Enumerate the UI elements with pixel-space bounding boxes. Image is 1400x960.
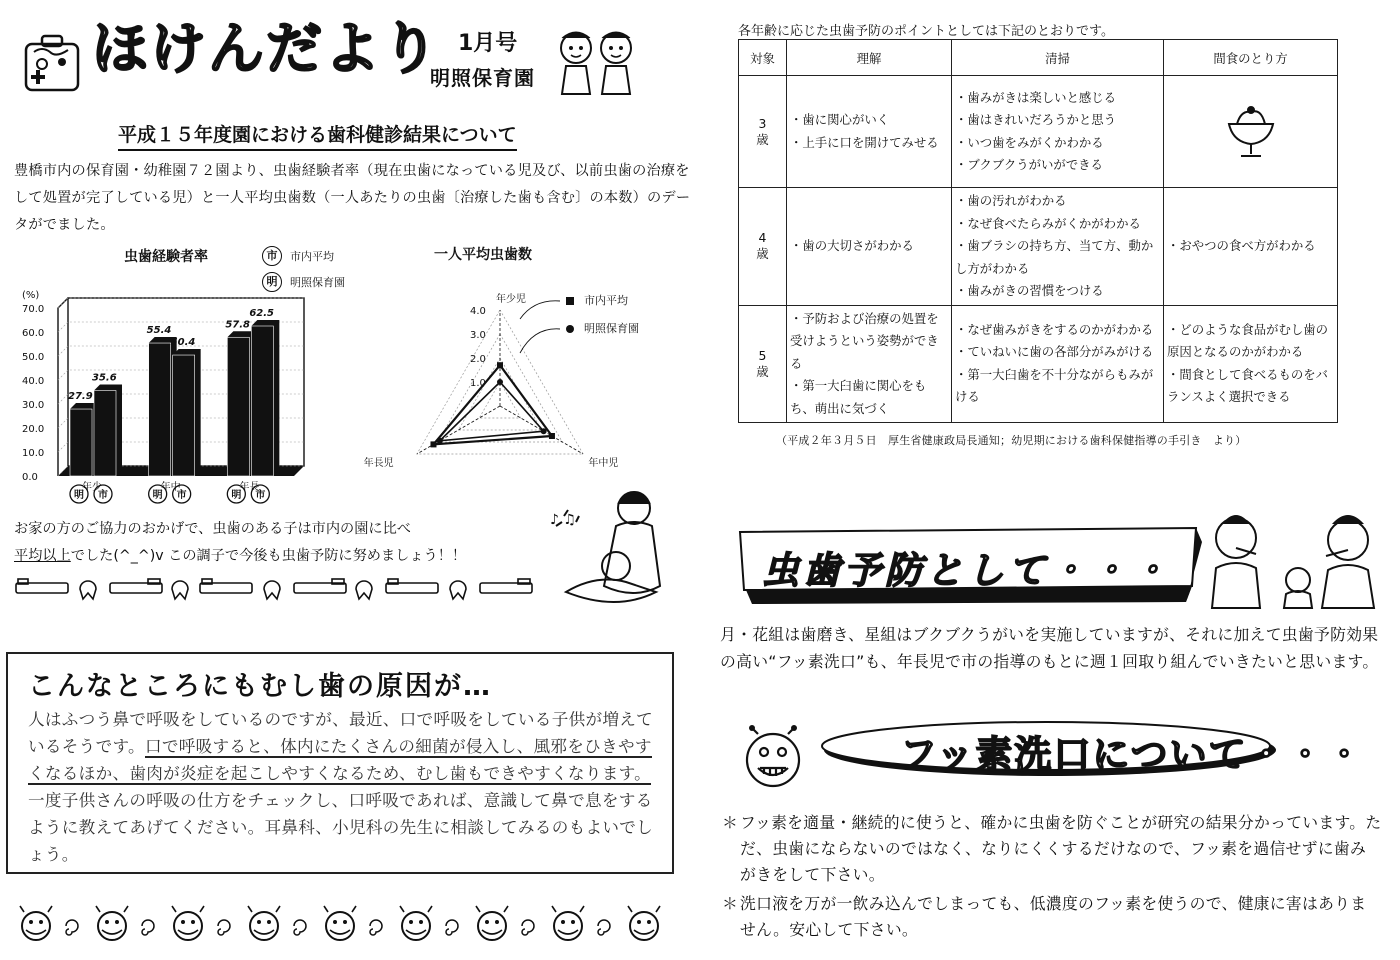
- swirl-decoration: [522, 920, 534, 935]
- children-brushing-teeth-icon: [1200, 510, 1390, 610]
- radar-point: [437, 438, 443, 444]
- cleaning-item: ・歯みがきの習慣をつける: [955, 283, 1104, 298]
- bar-市-年少: [94, 391, 116, 476]
- fluoride-banner-title: フッ素洗口について・・・: [900, 733, 1365, 776]
- bar-data-label: 62.5: [249, 308, 275, 319]
- age-cell: [739, 188, 787, 306]
- snacks-cell: [1164, 305, 1338, 423]
- legend-marker-city: 市: [262, 246, 282, 266]
- cooperation-line-2: [14, 543, 534, 570]
- age-cell: [739, 76, 787, 188]
- newsletter-title: ほけんだより: [92, 17, 440, 82]
- bar-category-label: 年長: [239, 482, 260, 493]
- bar-category-label: 年中: [160, 482, 181, 493]
- cleaning-item: ・なぜ食べたらみがくかがわかる: [955, 215, 1141, 231]
- bar-series-marker-text: 市: [98, 490, 108, 501]
- germ-character-icon: [96, 906, 128, 940]
- bullet-asterisk: ＊: [722, 894, 739, 913]
- prevention-points-table: [738, 39, 1338, 423]
- radar-point: [549, 433, 555, 439]
- bar-data-label: 27.9: [68, 391, 93, 403]
- cleaning-item: ・ブクブクうがいができる: [955, 157, 1103, 172]
- table-row: [739, 188, 1338, 306]
- header-target: 対象: [739, 40, 787, 76]
- bar-chart-y-tick: 30.0: [22, 400, 45, 411]
- bar-data-label: 55.4: [146, 325, 172, 337]
- bar-data-label: 57.8: [225, 319, 251, 331]
- bar-data-label: 35.6: [92, 372, 117, 384]
- swirl-decoration: [446, 920, 458, 935]
- radar-legend-leader: [520, 329, 560, 353]
- header-cleaning: 清掃: [952, 40, 1164, 76]
- cleaning-cell: [952, 76, 1164, 188]
- cavity-count-radar-chart: [363, 286, 670, 469]
- cooperation-line-1: お家の方のご協力のおかげで、虫歯のある子は市内の園に比べ: [14, 521, 411, 537]
- prevention-banner-title: 虫歯予防として・・・: [762, 549, 1172, 592]
- snacks-item: ・間食として食べるものをバランスよく選択できる: [1167, 366, 1329, 405]
- prevention-body: 月・花組は歯磨き、星組はブクブクうがいを実施していますが、それに加えて虫歯予防効果の高い“フッ素洗口”も、年長児で市の指導のもとに週１回取り組んでいきたいと思います。: [720, 625, 1379, 671]
- germ-character-icon: [400, 906, 432, 940]
- understanding-item: ・第一大臼歯に関心をもち、萌出に気づく: [790, 378, 927, 416]
- swirl-decoration: [370, 920, 382, 935]
- radar-legend-marker: [566, 325, 574, 333]
- children-illustration-icon: [552, 28, 642, 96]
- germ-character-icon: [476, 906, 508, 940]
- bar-series-marker-text: 市: [255, 490, 266, 501]
- age-cell-text: 3: [758, 115, 767, 131]
- bar-series-marker-text: 明: [231, 490, 242, 501]
- understanding-cell: [787, 188, 952, 306]
- radar-axis-label: 年少児: [496, 294, 526, 305]
- age-cell-text: 4: [758, 230, 767, 246]
- bar-市-年長: [251, 326, 273, 476]
- understanding-cell: [787, 305, 952, 423]
- bar-series-marker-text: 明: [74, 490, 84, 501]
- bar-chart-title: 虫歯経験者率: [124, 249, 208, 265]
- mother-brushing-child-teeth-icon: [546, 486, 686, 616]
- bar-市-年中: [173, 355, 195, 476]
- bar-series-marker-text: 市: [176, 490, 187, 501]
- cleaning-item: ・いつ歯をみがくかわかる: [955, 134, 1104, 150]
- swirl-decoration: [66, 920, 78, 935]
- understanding-item: ・歯に関心がいく: [790, 112, 890, 127]
- cleaning-item: ・ていねいに歯の各部分がみがける: [955, 344, 1154, 360]
- bar-category-label: 年少: [82, 482, 102, 493]
- legend-label-school: 明照保育園: [290, 276, 345, 289]
- cleaning-item: ・歯みがきは楽しいと感じる: [955, 89, 1117, 105]
- toothbrush-border-decoration: [14, 575, 542, 603]
- fluoride-notes: [722, 810, 1382, 946]
- radar-legend-label: 市内平均: [584, 294, 628, 307]
- radar-legend-leader: [520, 301, 560, 319]
- bar-chart-y-tick: 10.0: [22, 448, 45, 459]
- bar-chart-y-tick: 40.0: [22, 376, 45, 387]
- understanding-item: ・上手に口を開けてみせる: [790, 134, 939, 150]
- cooperation-line-2-rest: でした(^_^)v この調子で今後も虫歯予防に努めましょう！！: [70, 548, 467, 564]
- understanding-item: ・予防および治療の処置を受けようという姿勢ができる: [790, 310, 939, 371]
- smiling-tooth-mascot-icon: [740, 724, 806, 790]
- bar-chart-y-tick: 0.0: [22, 472, 38, 483]
- germ-character-icon: [628, 906, 660, 940]
- swirl-decoration: [294, 920, 306, 935]
- cooperation-message: [14, 516, 534, 570]
- table-header-row: [739, 40, 1338, 76]
- parfait-dessert-icon: [1221, 102, 1281, 162]
- cleaning-cell: [952, 188, 1164, 306]
- bar-明-年少: [70, 409, 92, 476]
- school-name: 明照保育園: [430, 66, 535, 90]
- age-cell: [739, 305, 787, 423]
- understanding-item: ・歯の大切さがわかる: [790, 238, 914, 253]
- germ-character-icon: [248, 906, 280, 940]
- bar-chart-y-axis: [58, 298, 68, 476]
- snacks-cell: [1164, 76, 1338, 188]
- snacks-item: ・どのような食品がむし歯の原因となるのかがわかる: [1167, 321, 1329, 360]
- swirl-decoration: [142, 920, 154, 935]
- svg-text:♪ ♫: ♪ ♫: [550, 512, 576, 528]
- header-understanding: 理解: [787, 40, 952, 76]
- bar-明-年長: [227, 337, 249, 476]
- radar-tick-label: 1.0: [470, 378, 486, 389]
- fluoride-note-text: 洗口液を万が一飲み込んでしまっても、低濃度のフッ素を使うので、健康に害はありません。安心して下さい。: [740, 894, 1367, 939]
- causes-intro: 人はふつう鼻で呼吸をしているのですが、最近、口で呼吸をしている子供が増えているそうです。: [28, 710, 654, 756]
- bar-chart-gridline: [58, 298, 304, 308]
- radar-legend-marker: [566, 297, 574, 305]
- radar-axis-label: 年中児: [588, 458, 619, 469]
- snacks-item: ・おやつの食べ方がわかる: [1167, 238, 1316, 253]
- causes-advice: 一度子供さんの呼吸の仕方をチェックし、口呼吸であれば、意識して鼻で息をするように教えてあげてください。耳鼻科、小児科の先生に相談してみるのもよいでしょう。: [28, 791, 654, 864]
- radar-point: [497, 379, 503, 385]
- causes-body: [28, 706, 658, 868]
- swirl-decoration: [598, 920, 610, 935]
- table-row: [739, 76, 1338, 188]
- report-title: 平成１５年度園における歯科健診結果について: [118, 120, 517, 151]
- bar-chart-y-tick: 60.0: [22, 328, 45, 339]
- cleaning-item: ・歯ブラシの持ち方、当て方、動かし方がわかる: [955, 238, 1154, 276]
- bar-series-marker-text: 明: [152, 490, 163, 501]
- first-aid-kit-icon: [22, 30, 82, 94]
- bar-data-label: 50.4: [170, 337, 196, 349]
- age-cell-text: 歳: [756, 246, 769, 262]
- fluoride-note: [722, 810, 1382, 888]
- table-source-citation: （平成２年３月５日 厚生省健康政局長通知；幼児期における歯科保健指導の手引き より）: [776, 434, 1247, 447]
- cavity-rate-bar-chart: [14, 284, 314, 514]
- radar-point: [541, 428, 547, 434]
- snacks-cell: [1164, 188, 1338, 306]
- above-average-emphasis: 平均以上: [14, 548, 71, 564]
- bullet-asterisk: ＊: [722, 813, 739, 832]
- fluoride-note: [722, 891, 1382, 943]
- header-snacks: 間食のとり方: [1164, 40, 1338, 76]
- bar-chart-y-tick: 20.0: [22, 424, 45, 435]
- germ-character-icon: [324, 906, 356, 940]
- radar-chart-title: 一人平均虫歯数: [434, 247, 532, 263]
- cleaning-item: ・なぜ歯みがきをするのかがわかる: [955, 321, 1154, 337]
- germ-character-icon: [552, 906, 584, 940]
- radar-point: [497, 362, 503, 368]
- age-cell-text: 歳: [756, 363, 769, 379]
- legend-label-city: 市内平均: [290, 250, 334, 263]
- bar-明-年中: [149, 343, 171, 476]
- cleaning-item: ・歯の汚れがわかる: [955, 193, 1067, 208]
- age-cell-text: 5: [758, 347, 767, 363]
- legend-city-average: [262, 246, 334, 266]
- radar-point: [430, 441, 436, 447]
- germ-character-icon: [172, 906, 204, 940]
- cleaning-cell: [952, 305, 1164, 423]
- table-intro: 各年齢に応じた虫歯予防のポイントとしては下記のとおりです。: [738, 24, 1114, 39]
- radar-legend-label: 明照保育園: [584, 322, 639, 335]
- bar-chart-y-tick: 50.0: [22, 352, 45, 363]
- causes-title: こんなところにもむし歯の原因が…: [28, 671, 492, 702]
- radar-tick-label: 3.0: [470, 330, 486, 341]
- radar-axis-label: 年長児: [363, 458, 394, 469]
- bar-chart-y-unit: (%): [22, 290, 40, 301]
- fluoride-note-text: フッ素を適量・継続的に使うと、確かに虫歯を防ぐことが研究の結果分かっています。ただ、虫歯にならないのではなく、なりにくくするだけなので、フッ素を過信せずに歯みがきをして下さい。: [740, 813, 1382, 884]
- radar-tick-label: 4.0: [470, 306, 486, 317]
- germ-characters-border-decoration: [12, 900, 692, 950]
- issue-month: 1月号: [458, 31, 518, 56]
- age-cell-text: 歳: [756, 131, 769, 147]
- mouth-breathing-warning: 口で呼吸すると、体内にたくさんの細菌が侵入し、風邪をひきやすくなるほか、歯肉が炎症を起こしやすくなるため、むし歯もできやすくなります。: [28, 737, 652, 783]
- radar-tick-label: 2.0: [470, 354, 486, 365]
- swirl-decoration: [218, 920, 230, 935]
- germ-character-icon: [20, 906, 52, 940]
- understanding-cell: [787, 76, 952, 188]
- report-body: 豊橋市内の保育園・幼稚園７２園より、虫歯経験者率（現在虫歯になっている児及び、以前虫歯の治療をして処置が完了している児）と一人平均虫歯数（一人あたりの虫歯〔治療した歯も含む〕の本数）のデータがでました。: [14, 163, 691, 233]
- legend-marker-school: 明: [262, 272, 282, 292]
- cleaning-item: ・第一大臼歯を不十分ながらもみがける: [955, 366, 1154, 405]
- table-row: [739, 305, 1338, 423]
- bar-chart-y-tick: 70.0: [22, 304, 45, 315]
- cleaning-item: ・歯はきれいだろうかと思う: [955, 112, 1117, 127]
